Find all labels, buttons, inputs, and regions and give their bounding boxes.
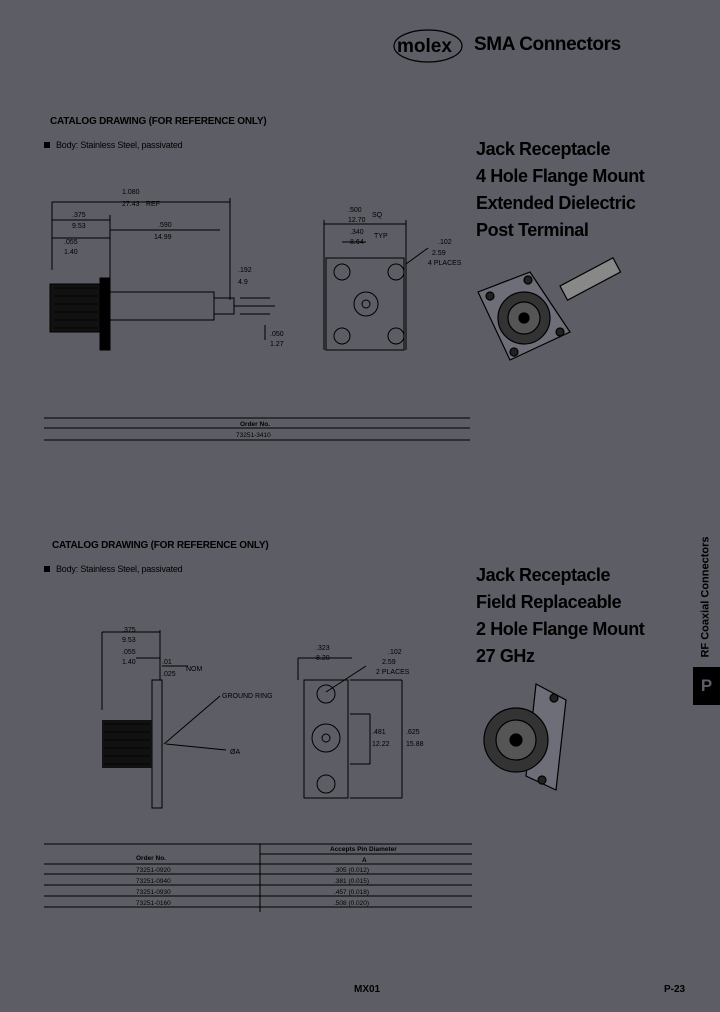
table-cell: 73251-0920 xyxy=(136,867,171,874)
table-header: Order No. xyxy=(240,421,270,428)
page-number: P-23 xyxy=(664,984,686,995)
dim-label: .625 xyxy=(406,729,420,736)
dim-label: .590 xyxy=(158,222,172,229)
section2-order-table xyxy=(44,842,474,922)
section2-product-image xyxy=(470,680,590,800)
dim-label: REF xyxy=(146,201,160,208)
table-cell: .457 (0.018) xyxy=(334,889,370,896)
dim-label: NOM xyxy=(186,666,203,673)
table-cell: .508 (0.020) xyxy=(334,900,370,907)
section1-title-line: 4 Hole Flange Mount xyxy=(476,166,645,186)
dim-label: .102 xyxy=(438,239,452,246)
table-cell: .381 (0.015) xyxy=(334,878,370,885)
dim-label: TYP xyxy=(374,233,388,240)
section2-product-title xyxy=(476,562,644,670)
footer-code: MX01 xyxy=(354,984,381,995)
table-header: A xyxy=(362,857,367,864)
section2-material: Body: Stainless Steel, passivated xyxy=(44,564,182,574)
section1-title-line: Jack Receptacle xyxy=(476,139,611,159)
dim-label: 8.64 xyxy=(350,239,364,246)
section2-title-line: Field Replaceable xyxy=(476,592,622,612)
dim-label: 4.9 xyxy=(238,279,248,286)
dim-label: GROUND RING xyxy=(222,693,273,700)
side-tab-letter: P xyxy=(693,667,720,705)
dim-label: 1.40 xyxy=(122,659,136,666)
dim-label: 9.53 xyxy=(72,223,86,230)
dim-label: .340 xyxy=(350,229,364,236)
section1-side-drawing xyxy=(40,180,300,360)
dim-label: 8.20 xyxy=(316,655,330,662)
molex-logo xyxy=(393,28,463,64)
section1-material: Body: Stainless Steel, passivated xyxy=(44,140,182,150)
dim-label: ØA xyxy=(230,749,241,756)
section2-title-line: 2 Hole Flange Mount xyxy=(476,619,645,639)
dim-label: .055 xyxy=(64,239,78,246)
section1-front-drawing xyxy=(310,200,480,360)
dim-label: .500 xyxy=(348,207,362,214)
section2-side-drawing xyxy=(96,620,296,820)
table-cell: 73251-0930 xyxy=(136,889,171,896)
dim-label: 2.59 xyxy=(432,250,446,257)
section1-product-image xyxy=(470,252,635,372)
dim-label: .323 xyxy=(316,645,330,652)
dim-label: 12.70 xyxy=(348,217,366,224)
dim-label: 12.22 xyxy=(372,741,390,748)
brand-text: molex xyxy=(397,36,452,57)
document-title: SMA Connectors xyxy=(474,34,621,55)
dim-label: .375 xyxy=(72,212,86,219)
dim-label: 15.88 xyxy=(406,741,424,748)
dim-label: 9.53 xyxy=(122,637,136,644)
section1-title-line: Extended Dielectric xyxy=(476,193,636,213)
dim-label: SQ xyxy=(372,212,383,219)
dim-label: .102 xyxy=(388,649,402,656)
dim-label: .01 xyxy=(162,659,172,666)
table-cell: 73251-0940 xyxy=(136,878,171,885)
dim-label: 1.27 xyxy=(270,341,284,348)
table-cell: 73251-3410 xyxy=(236,432,271,439)
dim-label: 1.40 xyxy=(64,249,78,256)
section2-title-line: 27 GHz xyxy=(476,646,535,666)
section1-label: CATALOG DRAWING (FOR REFERENCE ONLY) xyxy=(50,116,267,127)
dim-label: 27.43 xyxy=(122,201,140,208)
table-header: Accepts Pin Diameter xyxy=(330,846,397,853)
table-cell: .305 (0.012) xyxy=(334,867,370,874)
dim-label: .481 xyxy=(372,729,386,736)
table-cell: 73251-0160 xyxy=(136,900,171,907)
section1-title-line: Post Terminal xyxy=(476,220,589,240)
dim-label: 14.99 xyxy=(154,234,172,241)
dim-label: .025 xyxy=(162,671,176,678)
dim-label: .375 xyxy=(122,627,136,634)
table-header: Order No. xyxy=(136,855,166,862)
dim-label: 4 PLACES xyxy=(428,260,462,267)
section1-order-table xyxy=(44,416,472,446)
dim-label: .050 xyxy=(270,331,284,338)
section2-title-line: Jack Receptacle xyxy=(476,565,611,585)
dim-label: 2 PLACES xyxy=(376,669,410,676)
dim-label: 2.59 xyxy=(382,659,396,666)
side-tab-label xyxy=(692,527,720,667)
section2-label: CATALOG DRAWING (FOR REFERENCE ONLY) xyxy=(52,540,269,551)
dim-label: .055 xyxy=(122,649,136,656)
side-tab-text: RF Coaxial Connectors xyxy=(700,536,712,658)
dim-label: .192 xyxy=(238,267,252,274)
section2-front-drawing xyxy=(296,640,456,810)
dim-label: 1.080 xyxy=(122,189,140,196)
section1-product-title xyxy=(476,136,644,244)
